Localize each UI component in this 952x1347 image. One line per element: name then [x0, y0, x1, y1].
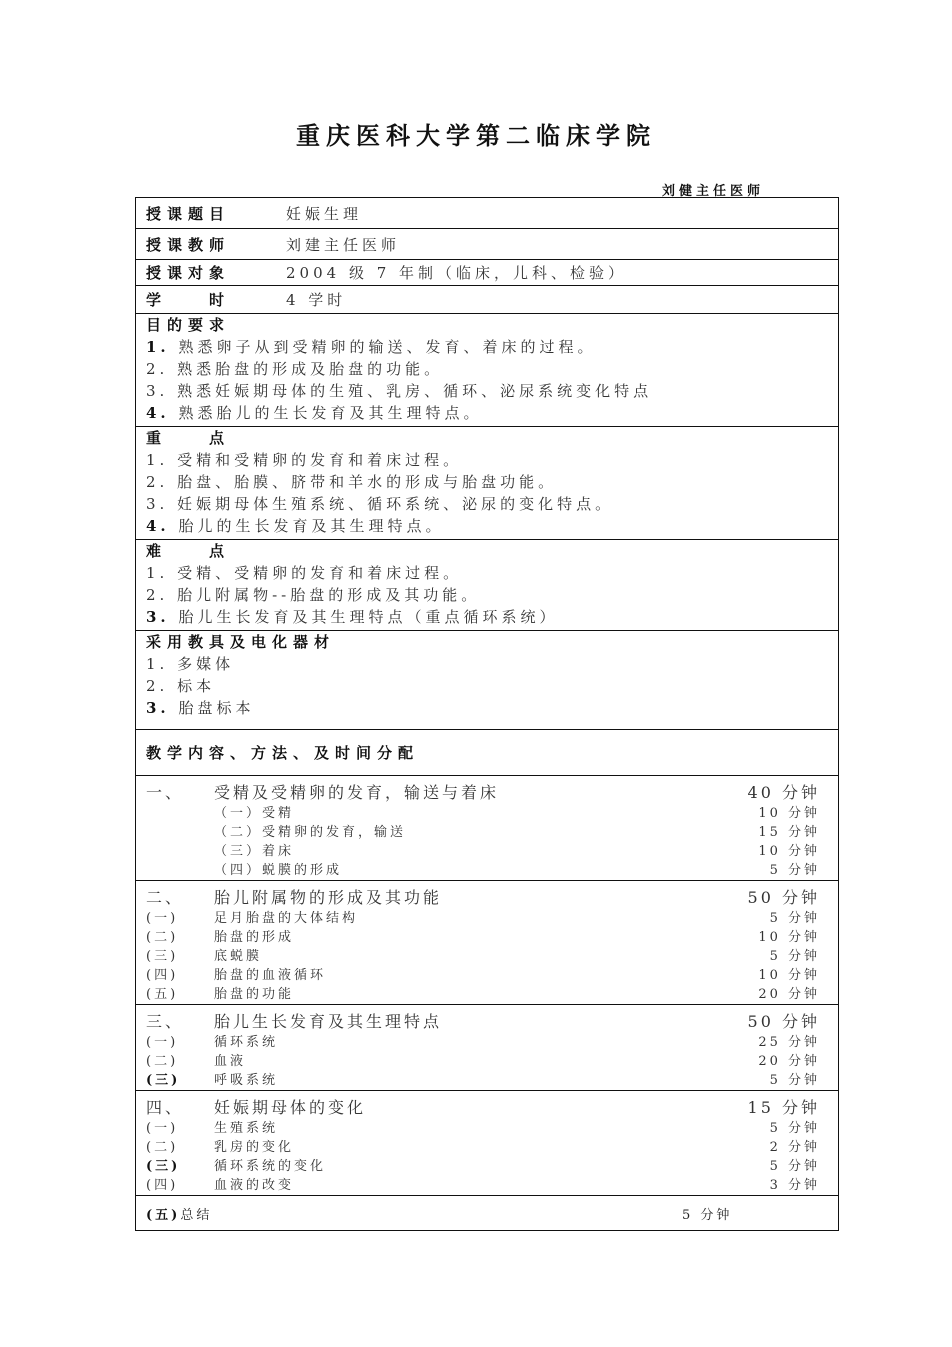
info-row-teacher — [135, 228, 839, 259]
list-item: 1. 多媒体 — [146, 655, 235, 673]
schedule-block-3 — [135, 1004, 839, 1090]
summary-row — [135, 1195, 839, 1231]
schedule-subrow: (二) 血液 20 分钟 — [146, 1054, 820, 1069]
schedule-subrow: (二) 胎盘的形成 10 分钟 — [146, 930, 820, 945]
info-label: 授课教师 — [146, 235, 231, 254]
schedule-block-4 — [135, 1090, 839, 1195]
list-item: 3. 妊娠期母体生殖系统、循环系统、泌尿的变化特点。 — [146, 495, 615, 513]
list-item: 2. 胎儿附属物--胎盘的形成及其功能。 — [146, 586, 481, 604]
info-value: 2004 级 7 年制（临床，儿科、检验） — [286, 264, 628, 282]
info-value: 刘建主任医师 — [286, 235, 401, 254]
list-item: 4. 熟悉胎儿的生长发育及其生理特点。 — [146, 404, 483, 422]
schedule-subrow: (一) 足月胎盘的大体结构 5 分钟 — [146, 911, 820, 926]
schedule-subrow: (四) 胎盘的血液循环 10 分钟 — [146, 968, 820, 983]
info-label: 学 时 — [146, 291, 231, 309]
list-item: 1. 受精、受精卵的发育和着床过程。 — [146, 564, 463, 582]
list-item: 3. 熟悉妊娠期母体的生殖、乳房、循环、泌尿系统变化特点 — [146, 382, 653, 400]
info-row-topic — [135, 197, 839, 228]
info-label: 授课题目 — [146, 204, 231, 223]
list-item: 1. 熟悉卵子从到受精卵的输送、发育、着床的过程。 — [146, 338, 597, 356]
info-label: 授课对象 — [146, 264, 231, 282]
schedule-row: 一、 受精及受精卵的发育，输送与着床 40 分钟 — [146, 782, 820, 802]
document-title: 重庆医科大学第二临床学院 — [296, 122, 656, 150]
section-heading: 采用教具及电化器材 — [146, 633, 336, 651]
schedule-heading-text: 教学内容、方法、及时间分配 — [146, 744, 420, 762]
key-points-section — [135, 426, 839, 539]
section-heading: 难 点 — [146, 542, 231, 560]
schedule-subrow: (三) 底蜕膜 5 分钟 — [146, 949, 820, 964]
schedule-subrow: (二) 乳房的变化 2 分钟 — [146, 1140, 820, 1155]
schedule-heading — [135, 729, 839, 775]
schedule-subrow: （一）受精 10 分钟 — [214, 806, 820, 821]
info-value: 4 学时 — [286, 291, 347, 309]
schedule-row: 四、 妊娠期母体的变化 15 分钟 — [146, 1097, 820, 1117]
lesson-plan-table — [135, 197, 839, 1231]
summary-number: (五) — [146, 1207, 181, 1223]
objectives-section — [135, 313, 839, 426]
info-row-hours — [135, 285, 839, 313]
schedule-block-2 — [135, 880, 839, 1004]
schedule-subrow: (一) 生殖系统 5 分钟 — [146, 1121, 820, 1136]
list-item: 2. 标本 — [146, 677, 216, 695]
summary-time: 5 分钟 — [682, 1207, 733, 1223]
section-heading: 目的要求 — [146, 316, 231, 334]
difficulties-section — [135, 539, 839, 630]
schedule-block-1 — [135, 775, 839, 880]
list-item: 2. 熟悉胎盘的形成及胎盘的功能。 — [146, 360, 444, 378]
schedule-row: 二、 胎儿附属物的形成及其功能 50 分钟 — [146, 887, 820, 907]
info-row-audience — [135, 259, 839, 285]
equipment-section — [135, 630, 839, 729]
list-item: 1. 受精和受精卵的发育和着床过程。 — [146, 451, 463, 469]
list-item: 3. 胎儿生长发育及其生理特点（重点循环系统） — [146, 608, 559, 626]
author-name: 刘健主任医师 — [662, 184, 765, 199]
schedule-subrow: (三) 呼吸系统 5 分钟 — [146, 1073, 820, 1088]
list-item: 2. 胎盘、胎膜、脐带和羊水的形成与胎盘功能。 — [146, 473, 558, 491]
summary-title: 总结 — [180, 1207, 213, 1223]
schedule-subrow: （三）着床 10 分钟 — [214, 844, 820, 859]
schedule-subrow: (四) 血液的改变 3 分钟 — [146, 1178, 820, 1193]
schedule-subrow: (三) 循环系统的变化 5 分钟 — [146, 1159, 820, 1174]
list-item: 4. 胎儿的生长发育及其生理特点。 — [146, 517, 445, 535]
list-item: 3. 胎盘标本 — [146, 699, 255, 717]
schedule-subrow: (一) 循环系统 25 分钟 — [146, 1035, 820, 1050]
schedule-subrow: (五) 胎盘的功能 20 分钟 — [146, 987, 820, 1002]
schedule-subrow: （二）受精卵的发育，输送 15 分钟 — [214, 825, 820, 840]
section-heading: 重 点 — [146, 429, 231, 447]
schedule-row: 三、 胎儿生长发育及其生理特点 50 分钟 — [146, 1011, 820, 1031]
info-value: 妊娠生理 — [286, 204, 363, 223]
schedule-subrow: （四）蜕膜的形成 5 分钟 — [214, 863, 820, 878]
